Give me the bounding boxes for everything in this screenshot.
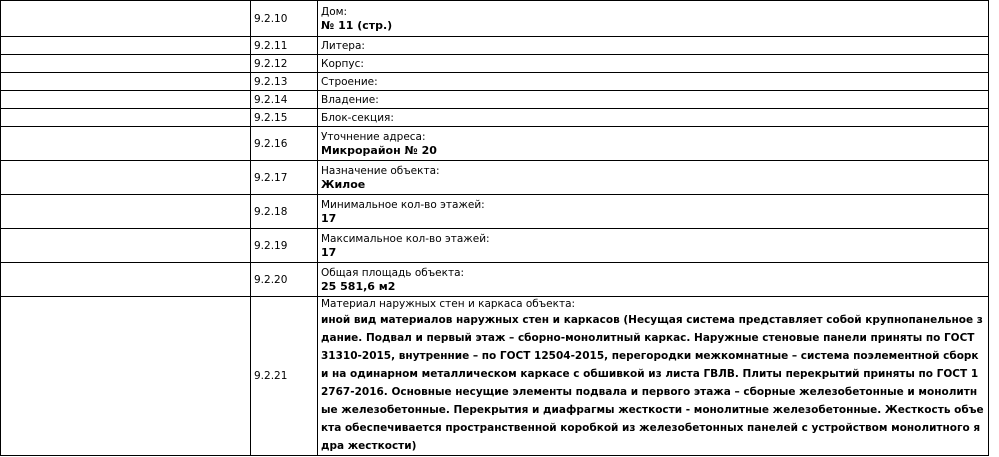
row-number: 9.2.10: [251, 1, 318, 37]
table-row: [1, 297, 989, 456]
table-row: [1, 127, 989, 161]
field-label: Литера:: [321, 39, 365, 52]
blank-cell: [1, 195, 251, 229]
field-cell: [318, 1, 989, 37]
row-number: 9.2.18: [251, 195, 318, 229]
field-label: Владение:: [321, 93, 379, 106]
field-label: Общая площадь объекта:: [321, 266, 465, 279]
table-row: [1, 55, 989, 73]
field-cell: [318, 91, 989, 109]
blank-cell: [1, 297, 251, 456]
row-number: 9.2.15: [251, 109, 318, 127]
row-number: 9.2.11: [251, 37, 318, 55]
table-row: [1, 263, 989, 297]
blank-cell: [1, 229, 251, 263]
blank-cell: [1, 109, 251, 127]
field-label: Максимальное кол-во этажей:: [321, 232, 490, 245]
field-label: Дом:: [321, 5, 348, 18]
row-number: 9.2.12: [251, 55, 318, 73]
row-number: 9.2.19: [251, 229, 318, 263]
field-value: иной вид материалов наружных стен и каркасов (Несущая система представляет собой крупнопанельное здание. Подвал и первый этаж – сборно-монолитный каркас. Наружные стеновые панели приняты по ГОСТ 31310-2015, внутренние – по ГОСТ 12504-2015, перегородки межкомнатные – система поэлементной сборки на одинарном металлическом каркасе с обшивкой из листа ГВЛВ. Плиты перекрытий приняты по ГОСТ 12767-2016. Основные несущие элементы подвала и первого этажа – сборные железобетонные и монолитные железобетонные. Перекрытия и диафрагмы жесткости - монолитные железобетонные. Жесткость объекта обеспечивается пространственной коробкой из железобетонных панелей с устройством монолитного ядра жесткости): [321, 314, 984, 452]
field-label: Блок-секция:: [321, 111, 394, 124]
field-label: Назначение объекта:: [321, 164, 440, 177]
row-number: 9.2.14: [251, 91, 318, 109]
field-cell: [318, 297, 989, 456]
blank-cell: [1, 55, 251, 73]
field-cell: [318, 109, 989, 127]
blank-cell: [1, 37, 251, 55]
row-number: 9.2.17: [251, 161, 318, 195]
field-cell: [318, 161, 989, 195]
table-row: [1, 229, 989, 263]
row-number: 9.2.16: [251, 127, 318, 161]
field-cell: [318, 263, 989, 297]
field-value: № 11 (стр.): [321, 18, 393, 32]
field-label: Материал наружных стен и каркаса объекта:: [321, 298, 576, 310]
row-number: 9.2.13: [251, 73, 318, 91]
table-row: [1, 109, 989, 127]
field-cell: [318, 195, 989, 229]
table-row: [1, 195, 989, 229]
blank-cell: [1, 1, 251, 37]
table-row: [1, 37, 989, 55]
field-label: Строение:: [321, 75, 378, 88]
field-value: 25 581,6 м2: [321, 279, 396, 293]
blank-cell: [1, 127, 251, 161]
field-value: Микрорайон № 20: [321, 143, 437, 157]
field-label: Уточнение адреса:: [321, 130, 426, 143]
blank-cell: [1, 161, 251, 195]
table-row: [1, 1, 989, 37]
field-cell: [318, 55, 989, 73]
field-cell: [318, 127, 989, 161]
blank-cell: [1, 263, 251, 297]
table-row: [1, 161, 989, 195]
field-cell: [318, 37, 989, 55]
field-label: Минимальное кол-во этажей:: [321, 198, 485, 211]
field-cell: [318, 73, 989, 91]
row-number: 9.2.20: [251, 263, 318, 297]
blank-cell: [1, 91, 251, 109]
field-cell: [318, 229, 989, 263]
table-row: [1, 91, 989, 109]
field-value: 17: [321, 211, 337, 225]
field-label: Корпус:: [321, 57, 364, 70]
field-value: 17: [321, 245, 337, 259]
field-value: Жилое: [321, 177, 366, 191]
table-row: [1, 73, 989, 91]
blank-cell: [1, 73, 251, 91]
row-number: 9.2.21: [251, 297, 318, 456]
